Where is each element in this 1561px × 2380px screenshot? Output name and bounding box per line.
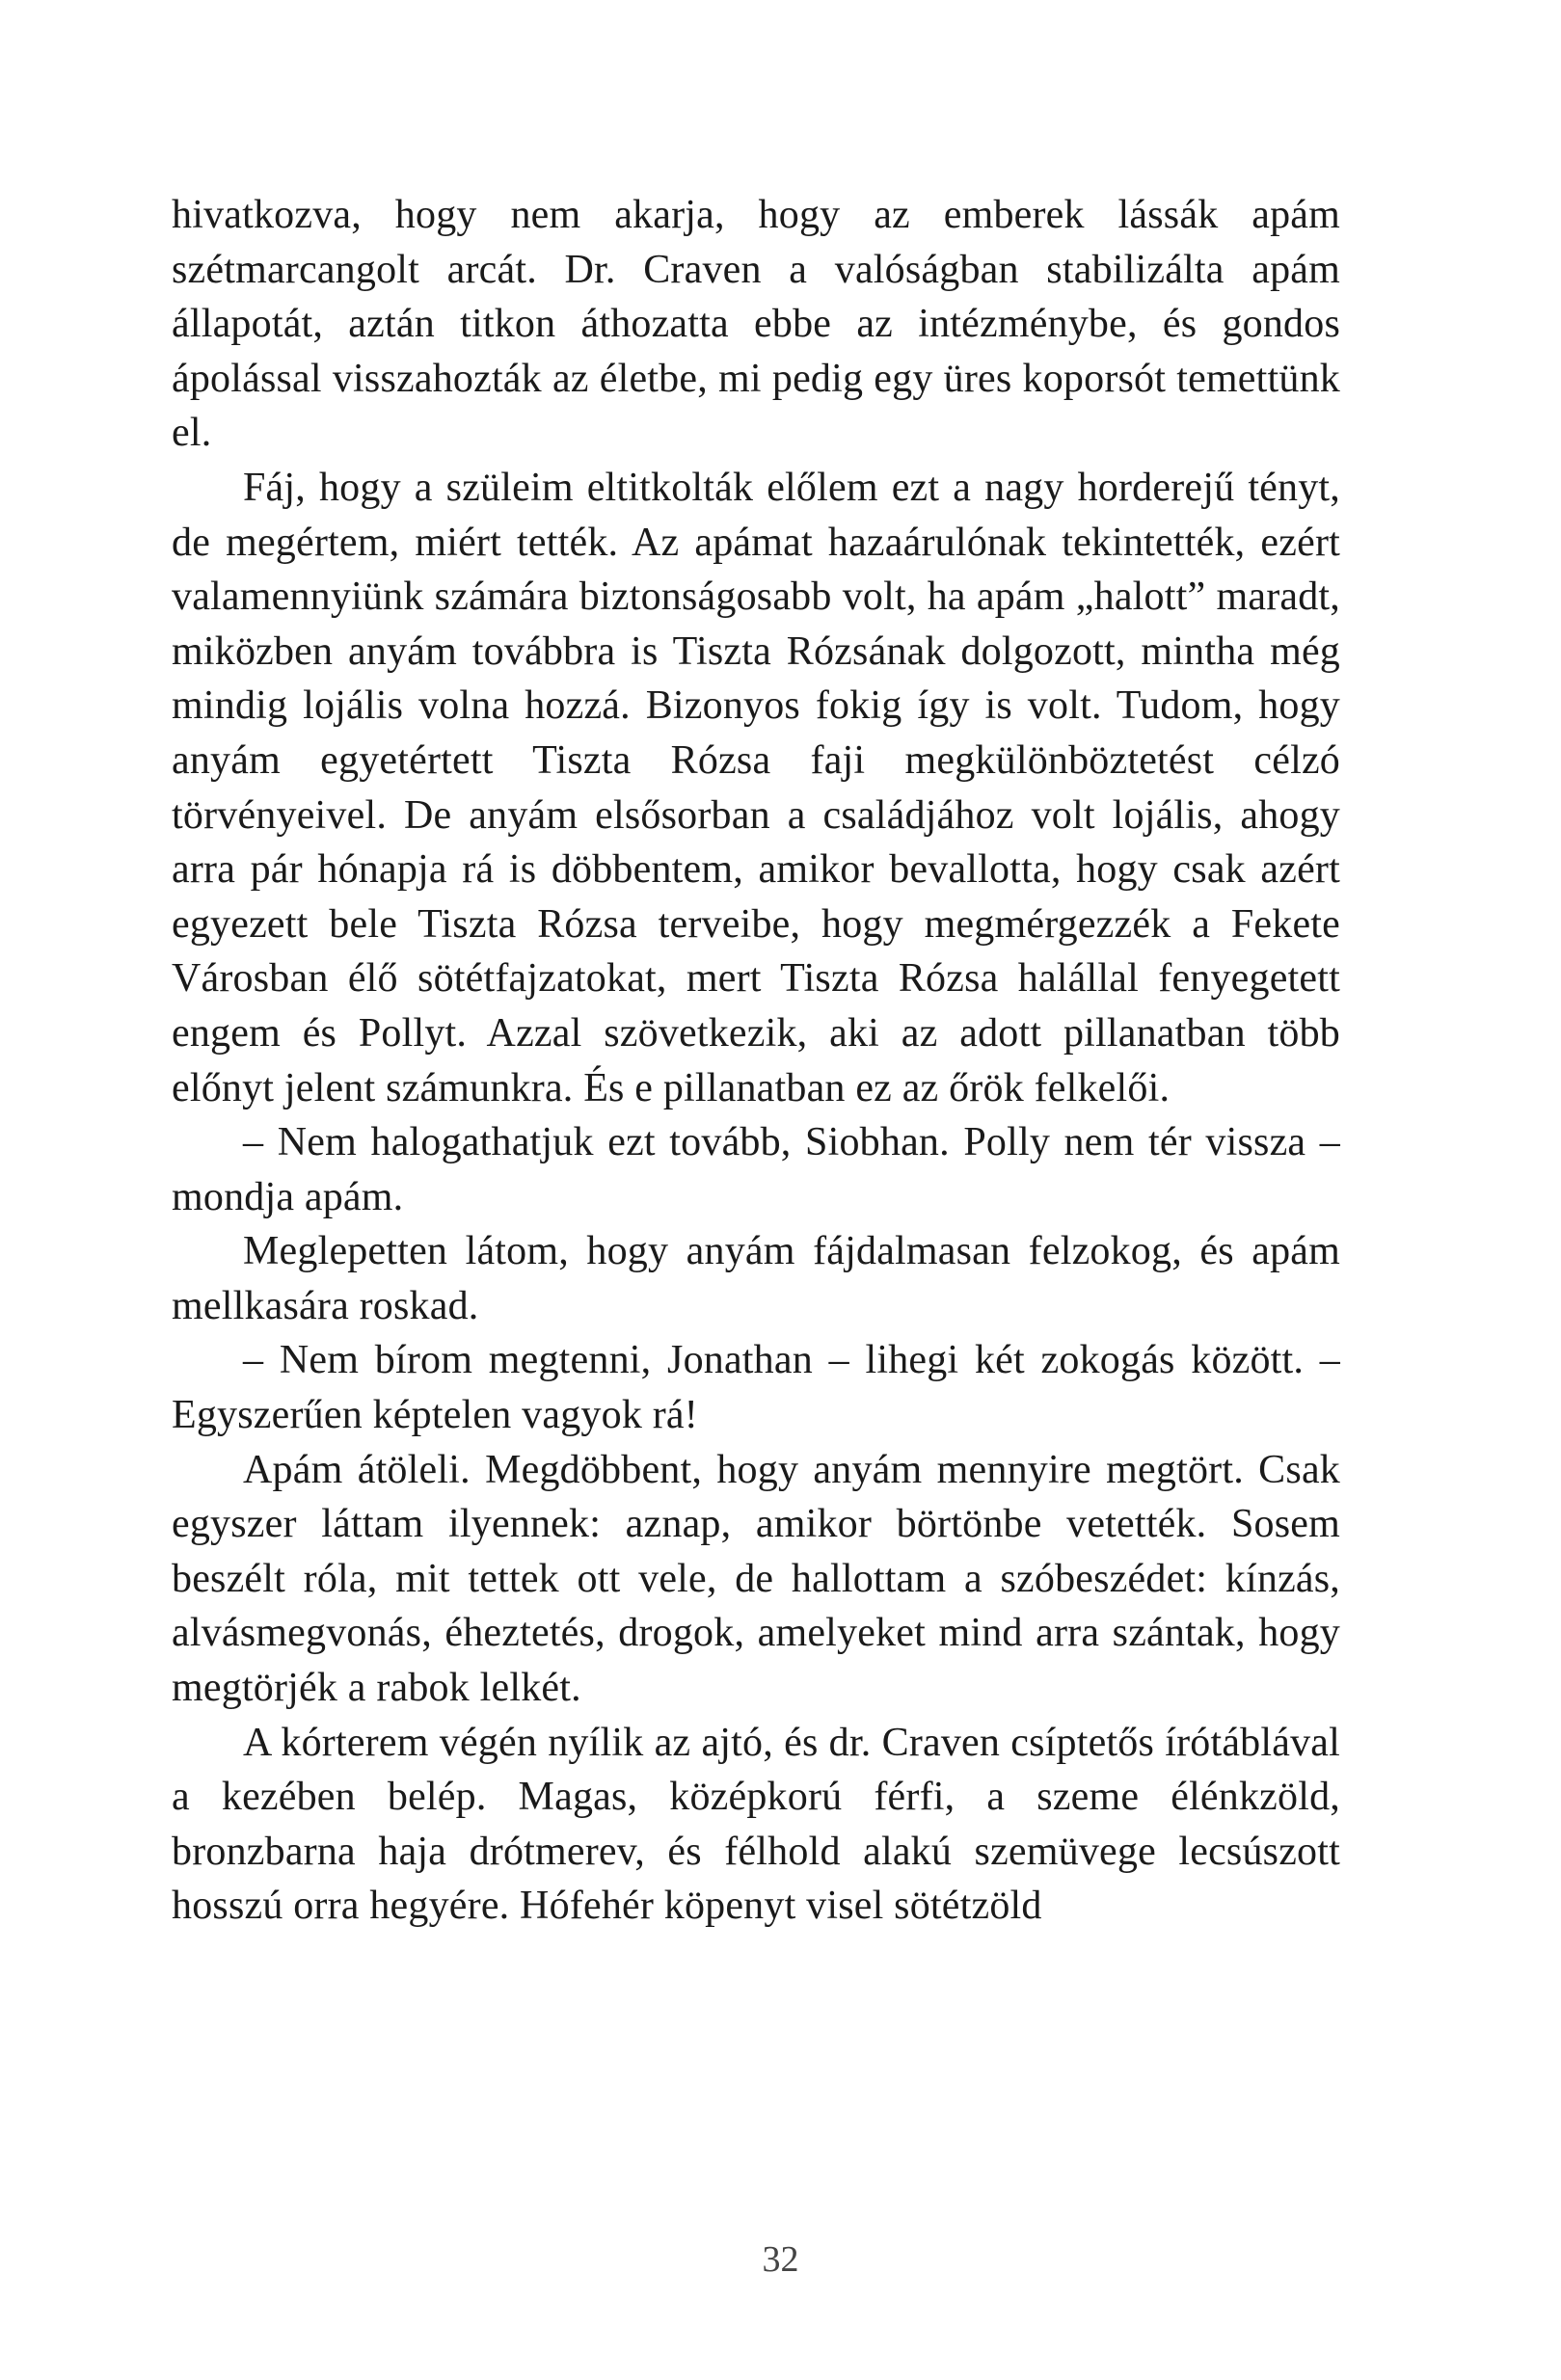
paragraph-1: hivatkozva, hogy nem akarja, hogy az emberek lássák apám szétmarcangolt arcát. Dr. Craven a valóságban stabilizálta apám állapotát, aztán titkon áthozatta ebbe az intézménybe, és gondos ápolással visszahozták az életbe, mi pedig egy üres koporsót temettünk el.	[172, 193, 1340, 456]
paragraph-3: – Nem halogathatjuk ezt tovább, Siobhan. Polly nem tér vissza – mondja apám.	[172, 1120, 1340, 1219]
paragraph-6: Apám átöleli. Megdöbbent, hogy anyám mennyire megtört. Csak egyszer láttam ilyennek: aznap, amikor börtönbe vetették. Sosem beszélt róla, mit tettek ott vele, de hallottam a szóbeszédet: kínzás, alvásmegvonás, éheztetés, drogok, amelyeket mind arra szántak, hogy megtörjék a rabok lelkét.	[172, 1447, 1340, 1711]
paragraph-5: – Nem bírom megtenni, Jonathan – lihegi két zokogás között. – Egyszerűen képtelen vagyok rá!	[172, 1338, 1340, 1438]
paragraph-7: A kórterem végén nyílik az ajtó, és dr. Craven csíptetős írótáblával a kezében belép. Magas, középkorú férfi, a szeme élénkzöld, bronzbarna haja drótmerev, és félhold alakú szemüvege lecsúszott hosszú orra hegyére. Hófehér köpenyt visel sötétzöld	[172, 1720, 1340, 1929]
paragraph-4: Meglepetten látom, hogy anyám fájdalmasan felzokog, és apám mellkasára roskad.	[172, 1229, 1340, 1328]
page-number: 32	[762, 2239, 799, 2280]
paragraph-2: Fáj, hogy a szüleim eltitkolták előlem ezt a nagy horderejű tényt, de megértem, miért tették. Az apámat hazaárulónak tekintették, ezért valamennyiünk számára biztonságosabb volt, ha apám „halott” maradt, miközben anyám továbbra is Tiszta Rózsának dolgozott, mintha még mindig lojális volna hozzá. Bizonyos fokig így is volt. Tudom, hogy anyám egyetértett Tiszta Rózsa faji megkülönböztetést célzó törvényeivel. De anyám elsősorban a családjához volt lojális, ahogy arra pár hónapja rá is döbbentem, amikor bevallotta, hogy csak azért egyezett bele Tiszta Rózsa terveibe, hogy megmérgezzék a Fekete Városban élő sötétfajzatokat, mert Tiszta Rózsa halállal fenyegetett engem és Pollyt. Azzal szövetkezik, aki az adott pillanatban több előnyt jelent számunkra. És e pillanatban ez az őrök felkelői.	[172, 465, 1340, 1110]
book-page-text	[172, 188, 1340, 1934]
